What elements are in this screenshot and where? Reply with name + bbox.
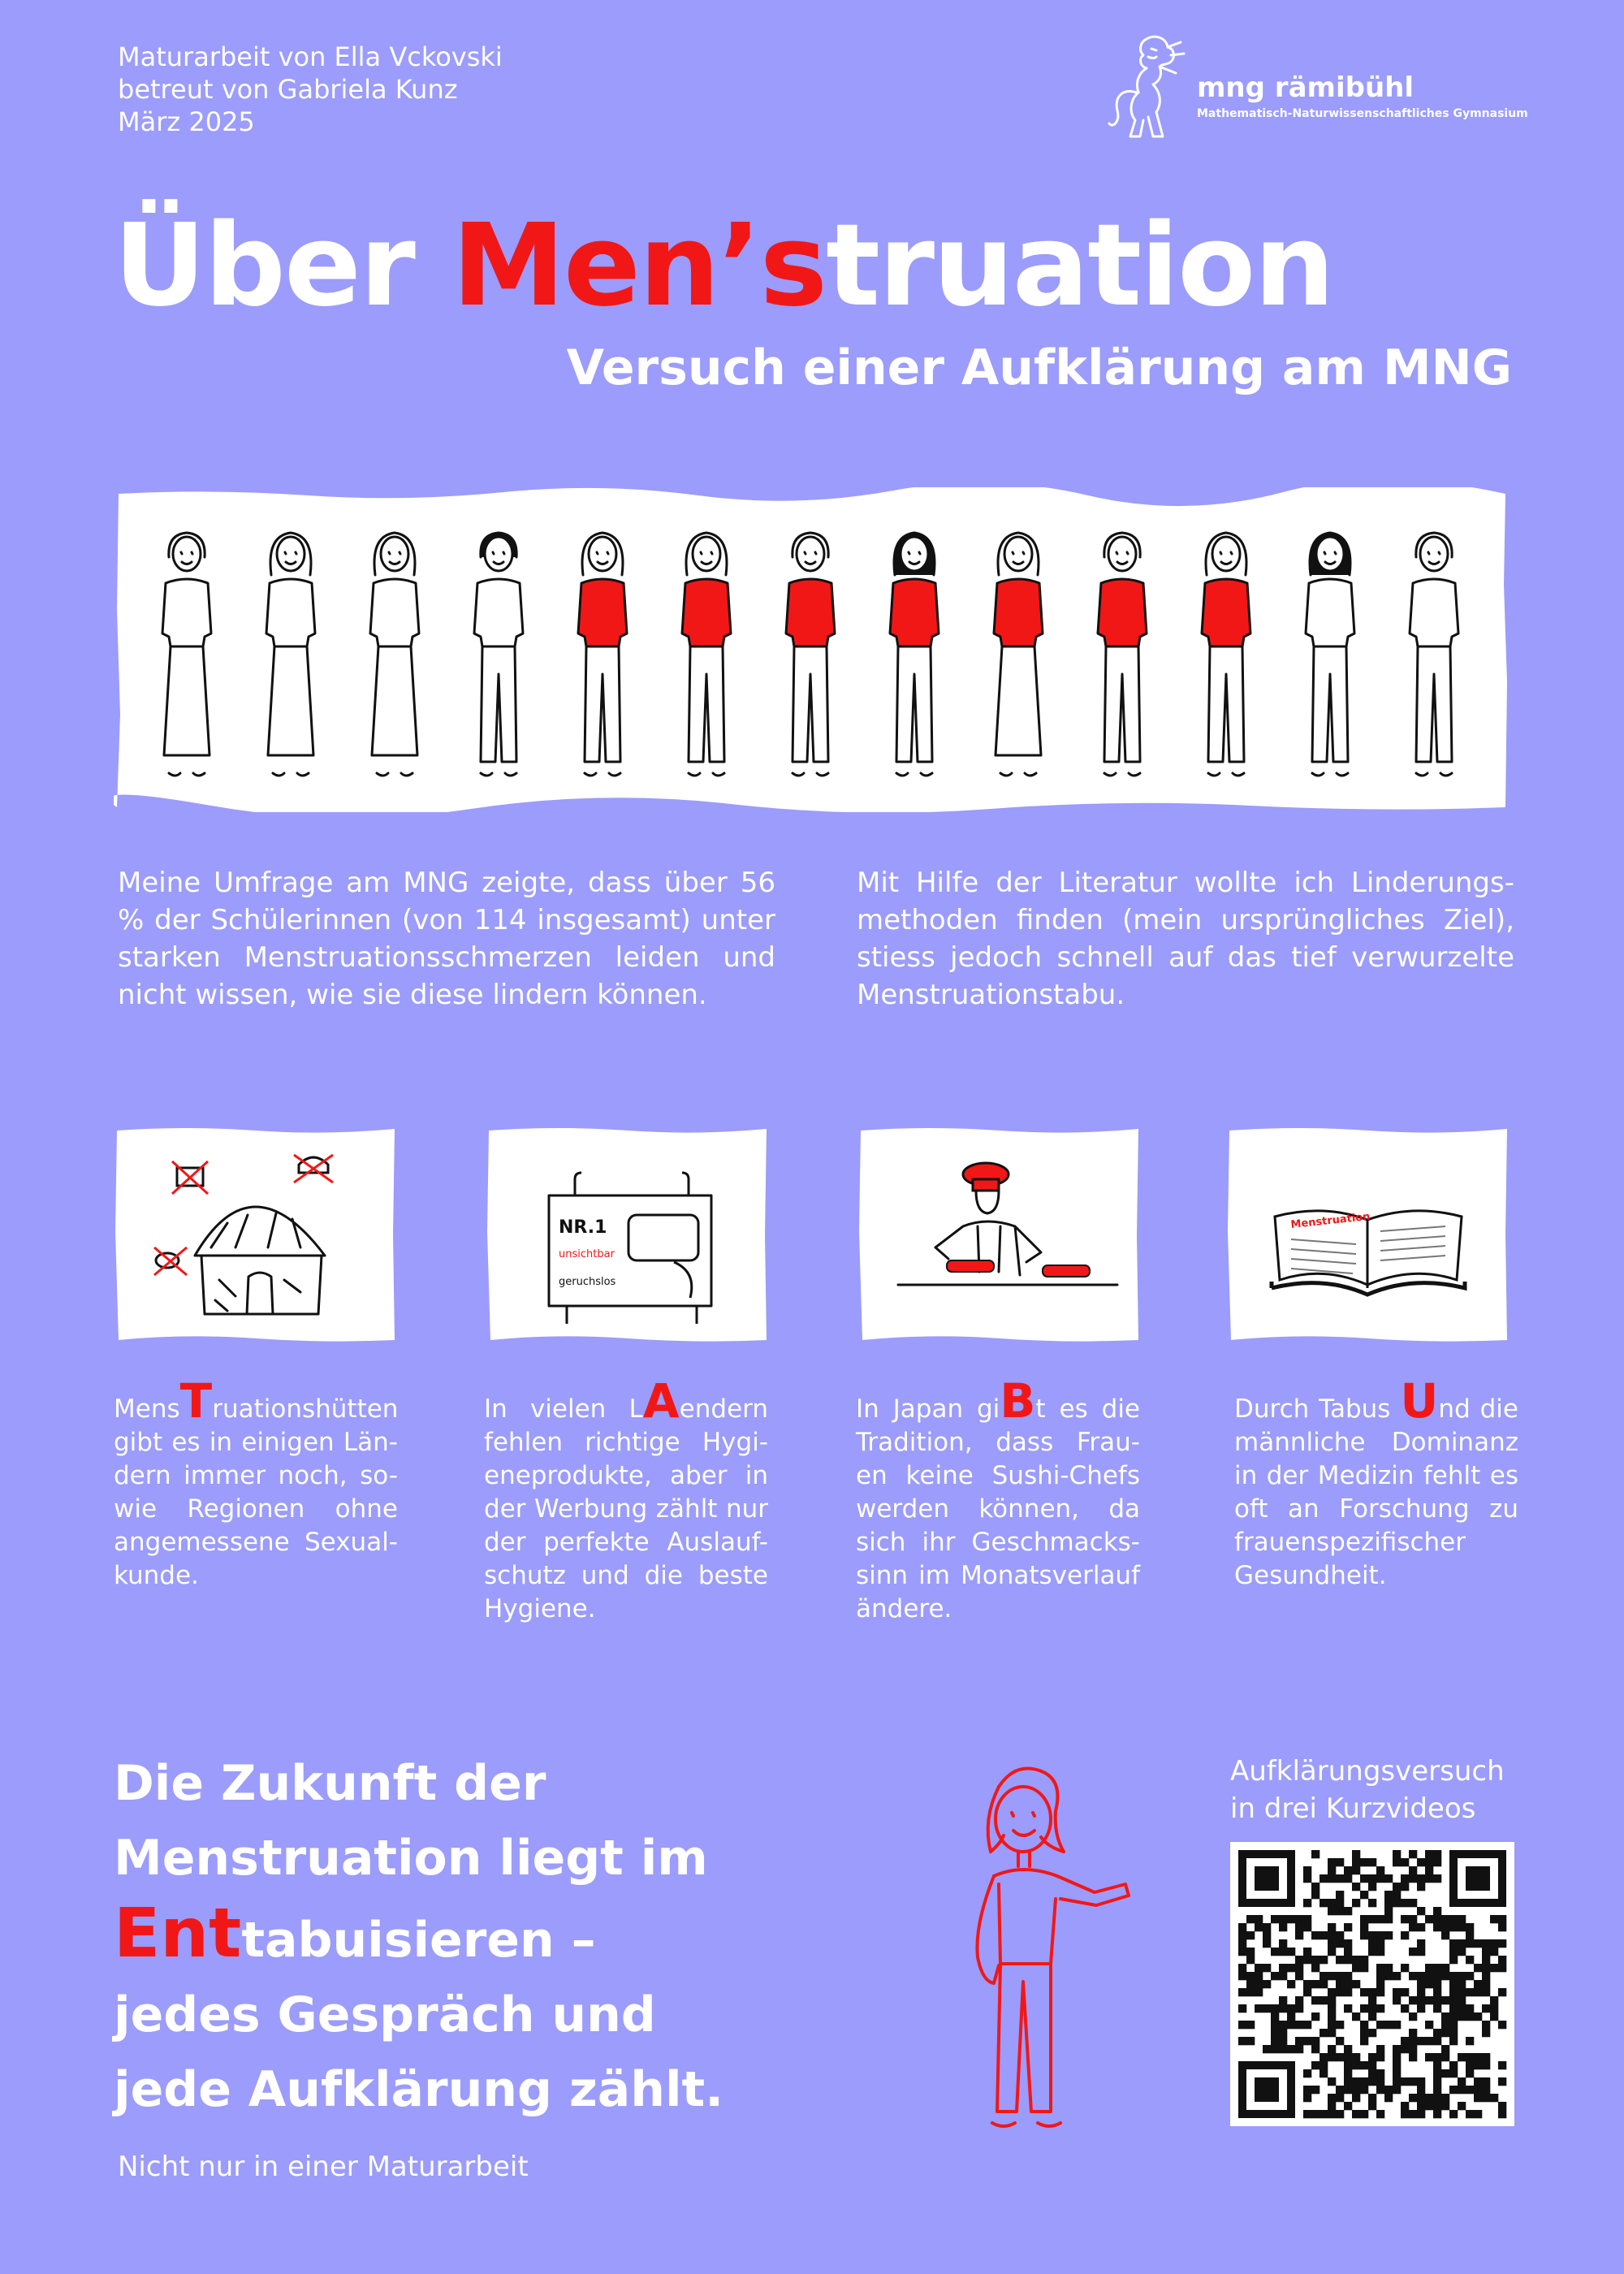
qr-caption-line-2: in drei Kurzvideos xyxy=(1230,1792,1476,1825)
closing-statement xyxy=(114,1746,723,2127)
pointing-woman-illustration xyxy=(950,1762,1145,2144)
hut-icon xyxy=(114,1126,398,1343)
closing-line-4: jedes Gespräch und xyxy=(114,1987,656,2043)
column-text: Durch Tabus xyxy=(1234,1394,1401,1424)
school-logo xyxy=(1106,32,1528,146)
book-title: Menstruation xyxy=(1289,1210,1371,1231)
column-menstrual-huts xyxy=(114,1373,399,1593)
sushi-chef-icon xyxy=(857,1126,1142,1343)
page-title xyxy=(114,193,1333,339)
intro-survey-text: Meine Umfrage am MNG zeigte, dass über 56 % der Schülerinnen (von 114 insgesamt) unter starken Menstruationsschmerzen leiden und nicht wissen, wie sie diese lindern können. xyxy=(118,867,775,1011)
column-sushi-tradition xyxy=(856,1373,1141,1626)
column-text: Mens xyxy=(114,1394,180,1424)
credits xyxy=(118,41,503,138)
open-book-icon xyxy=(1226,1126,1510,1343)
billboard-heading: NR.1 xyxy=(559,1217,607,1238)
column-text: nd die männliche Dominanz in der Medizin fehlt es oft an Forschung zu frauenspezifischer Gesundheit. xyxy=(1234,1394,1518,1590)
credits-author: Maturarbeit von Ella Vckovski xyxy=(118,41,503,72)
page-subtitle: Versuch einer Aufklärung am MNG xyxy=(566,339,1512,396)
closing-line-2: Menstruation liegt im xyxy=(114,1830,708,1887)
title-part-1: Über xyxy=(114,200,452,332)
column-text: ruationshütten gibt es in einigen Län-dern immer noch, so-wie Regionen ohne angemessene Sexual-kunde. xyxy=(114,1394,399,1590)
highlight-letter-a: A xyxy=(642,1373,680,1429)
qr-caption xyxy=(1230,1753,1505,1827)
logo-subtitle: Mathematisch-Naturwissenschaftliches Gymnasium xyxy=(1197,107,1528,120)
closing-highlight-ent: Ent xyxy=(114,1893,242,1973)
column-text: endern fehlen richtige Hygi-eneprodukte, aber in der Werbung zählt nur der perfekte Auslauf-schutz und die beste Hygiene. xyxy=(484,1394,768,1623)
highlight-letter-u: U xyxy=(1400,1373,1439,1429)
qr-code[interactable] xyxy=(1230,1842,1514,2126)
closing-line-1: Die Zukunft der xyxy=(114,1755,546,1812)
highlight-letter-b: B xyxy=(1000,1373,1036,1429)
title-part-2: Men’s xyxy=(451,200,827,332)
column-medical-research xyxy=(1234,1373,1518,1593)
intro-literature-text: Mit Hilfe der Literatur wollte ich Linderungs-methoden finden (mein ursprüngliches Ziel), stiess jedoch schnell auf das tief verwurzelte Menstruationstabu. xyxy=(857,867,1514,1011)
column-hygiene-products xyxy=(484,1373,768,1626)
billboard-item-odorless: geruchslos xyxy=(559,1276,616,1288)
closing-line-5: jede Aufklärung zählt. xyxy=(114,2061,724,2118)
qr-caption-line-1: Aufklärungsversuch xyxy=(1230,1755,1505,1788)
lion-icon xyxy=(1106,32,1191,146)
logo-name: mng rämibühl xyxy=(1197,71,1415,104)
group-of-women-illustration xyxy=(114,487,1510,812)
billboard-item-invisible: unsichtbar xyxy=(559,1248,615,1260)
closing-line-3-rest: tabuisieren – xyxy=(241,1912,596,1969)
highlight-letter-t: T xyxy=(179,1373,213,1429)
footnote: Nicht nur in einer Maturarbeit xyxy=(118,2151,529,2183)
column-text: t es die Tradition, dass Frau-en keine Sushi-Chefs werden können, da sich ihr Geschmacks-sinn im Monatsverlauf ändere. xyxy=(856,1394,1141,1623)
billboard-icon xyxy=(486,1126,770,1343)
credits-date: März 2025 xyxy=(118,106,255,137)
title-part-3: truation xyxy=(826,200,1333,332)
column-text: In Japan gi xyxy=(856,1394,1000,1424)
closing-line-3 xyxy=(114,1893,723,1978)
credits-supervisor: betreut von Gabriela Kunz xyxy=(118,74,458,105)
column-text: In vielen L xyxy=(484,1394,643,1424)
